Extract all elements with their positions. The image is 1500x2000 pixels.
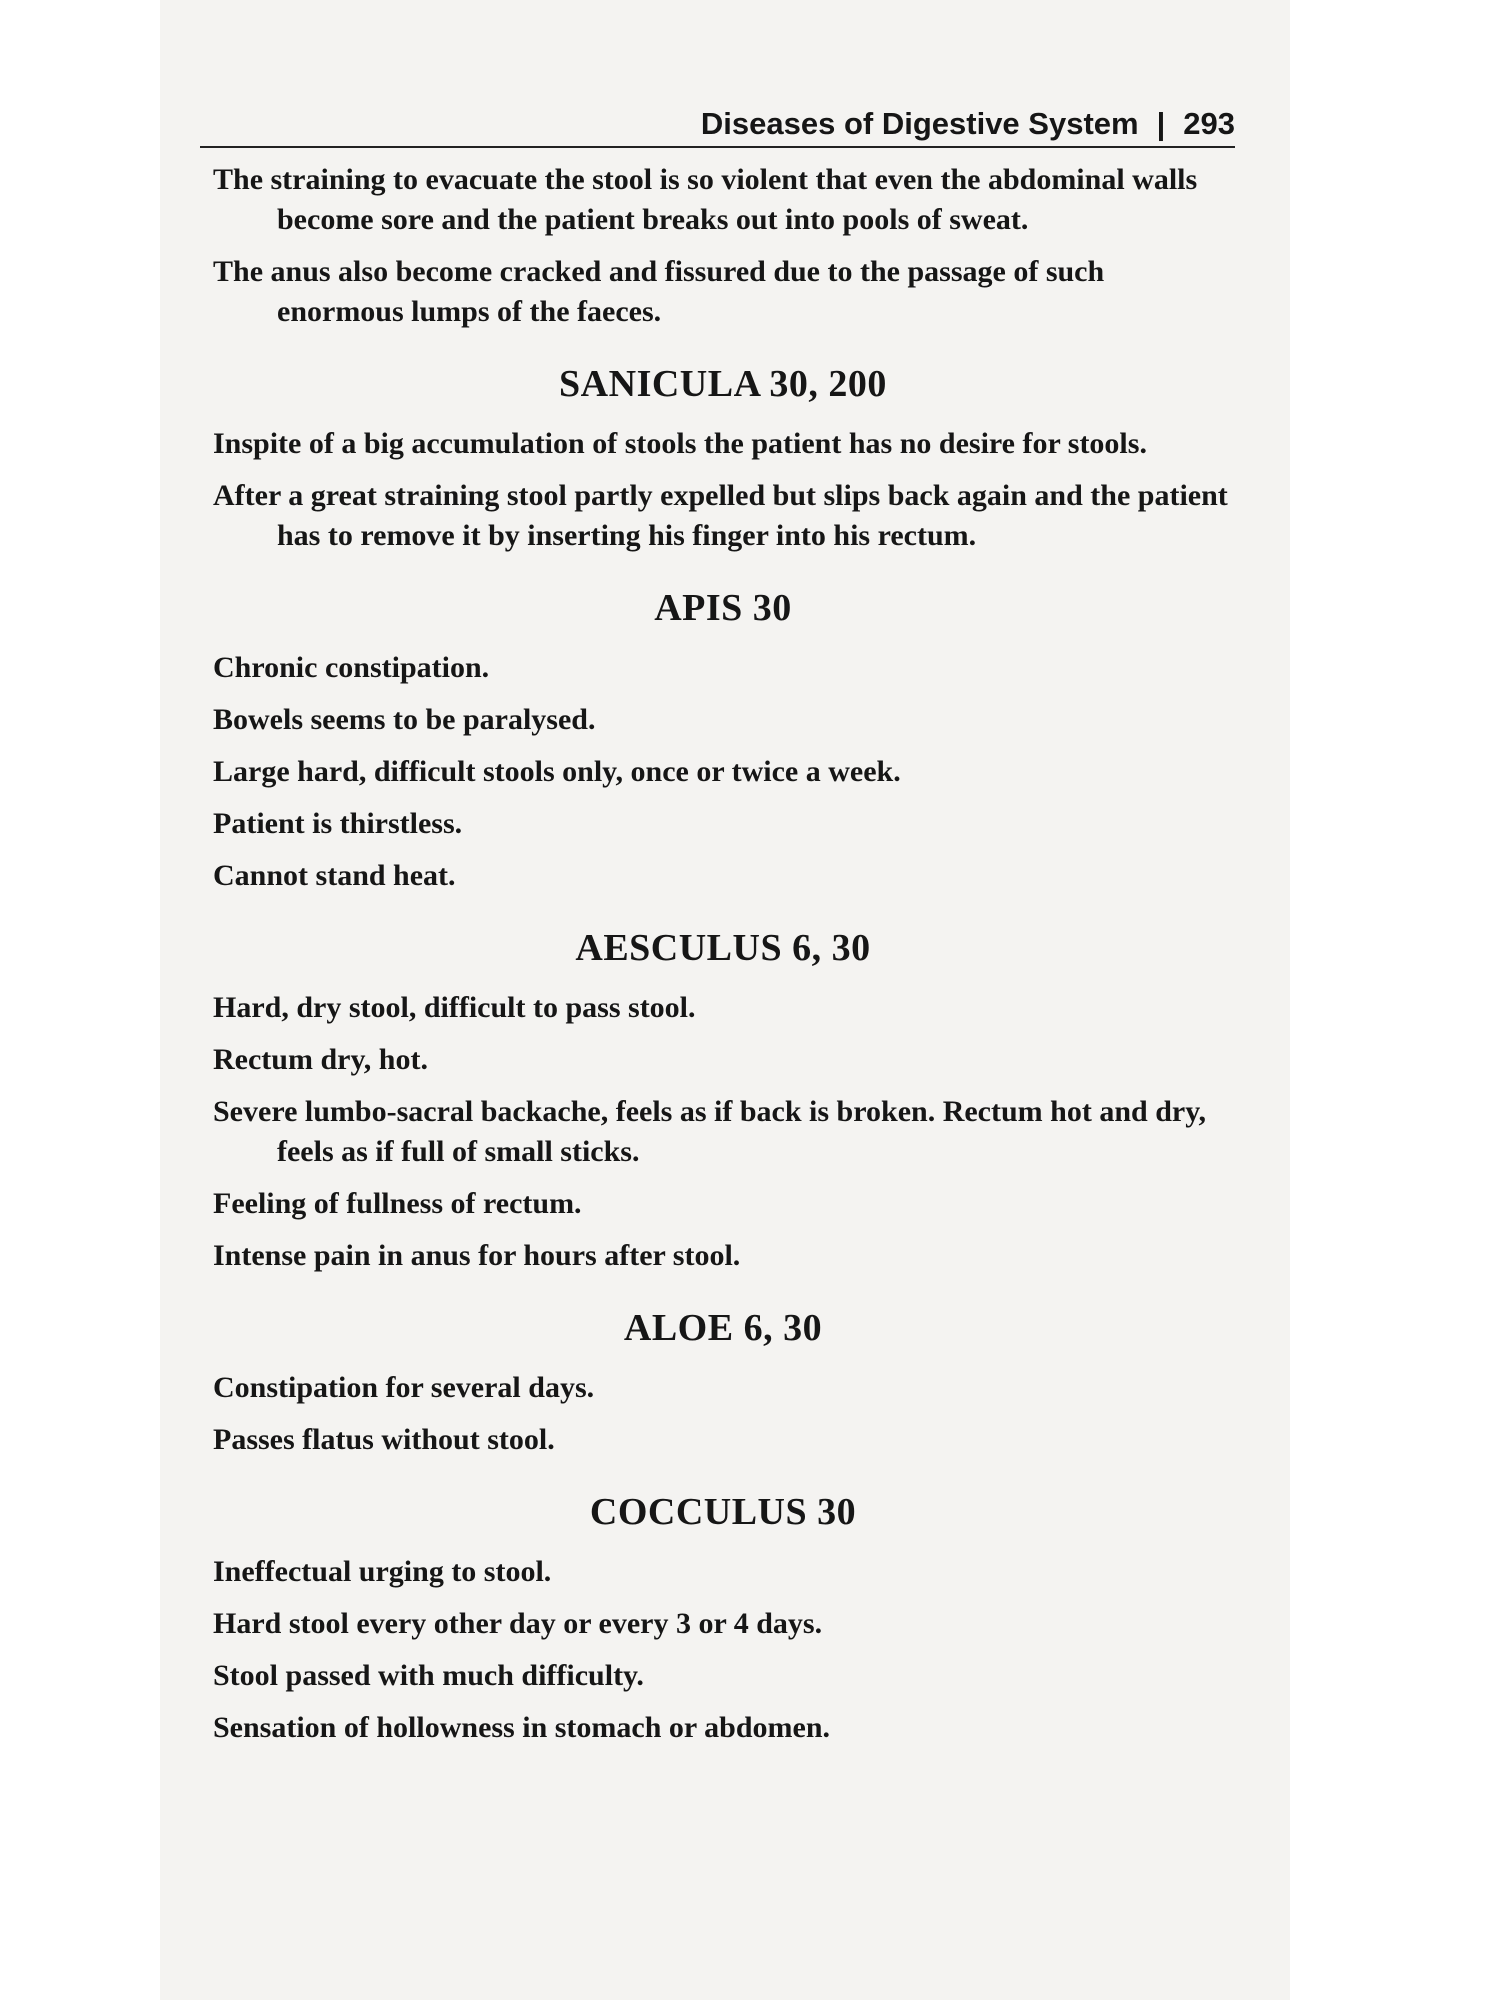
- paragraph: Patient is thirstless.: [213, 807, 463, 840]
- paragraph: Feeling of fullness of rectum.: [213, 1187, 582, 1220]
- paragraph: The straining to evacuate the stool is so violent that even the abdominal walls become sore and the patient breaks out into pools of sweat.: [213, 163, 1198, 236]
- header-title: Diseases of Digestive System: [700, 106, 1139, 141]
- paragraph: Hard stool every other day or every 3 or 4 days.: [213, 1607, 823, 1640]
- paragraph: Hard, dry stool, difficult to pass stool.: [213, 991, 696, 1024]
- paragraph: Large hard, difficult stools only, once or twice a week.: [213, 755, 901, 788]
- paragraph: Intense pain in anus for hours after stool.: [213, 1239, 741, 1272]
- remedy-heading: COCCULUS 30: [589, 1491, 857, 1533]
- paragraph: After a great straining stool partly expelled but slips back again and the patient has to remove it by inserting his finger into his rectum.: [213, 479, 1228, 552]
- page-body: [213, 160, 1233, 1760]
- remedy-heading: SANICULA 30, 200: [559, 363, 887, 405]
- remedy-heading: AESCULUS 6, 30: [575, 927, 871, 969]
- paragraph: Stool passed with much difficulty.: [213, 1659, 644, 1692]
- paragraph: Constipation for several days.: [213, 1371, 595, 1404]
- running-header: [200, 100, 1235, 148]
- paragraph: Sensation of hollowness in stomach or abdomen.: [213, 1711, 831, 1744]
- paragraph: Passes flatus without stool.: [213, 1423, 555, 1456]
- header-separator: |: [1156, 106, 1166, 141]
- paragraph: Inspite of a big accumulation of stools the patient has no desire for stools.: [213, 427, 1147, 460]
- remedy-heading: APIS 30: [654, 587, 792, 629]
- paragraph: The anus also become cracked and fissured due to the passage of such enormous lumps of the faeces.: [213, 255, 1105, 328]
- paragraph: Severe lumbo-sacral backache, feels as if back is broken. Rectum hot and dry, feels as if full of small sticks.: [213, 1095, 1207, 1168]
- paragraph: Rectum dry, hot.: [213, 1043, 428, 1076]
- paragraph: Ineffectual urging to stool.: [213, 1555, 552, 1588]
- paragraph: Bowels seems to be paralysed.: [213, 703, 596, 736]
- remedy-heading: ALOE 6, 30: [623, 1307, 823, 1349]
- paragraph: Chronic constipation.: [213, 651, 490, 684]
- page-number: 293: [1183, 106, 1235, 141]
- paragraph: Cannot stand heat.: [213, 859, 456, 892]
